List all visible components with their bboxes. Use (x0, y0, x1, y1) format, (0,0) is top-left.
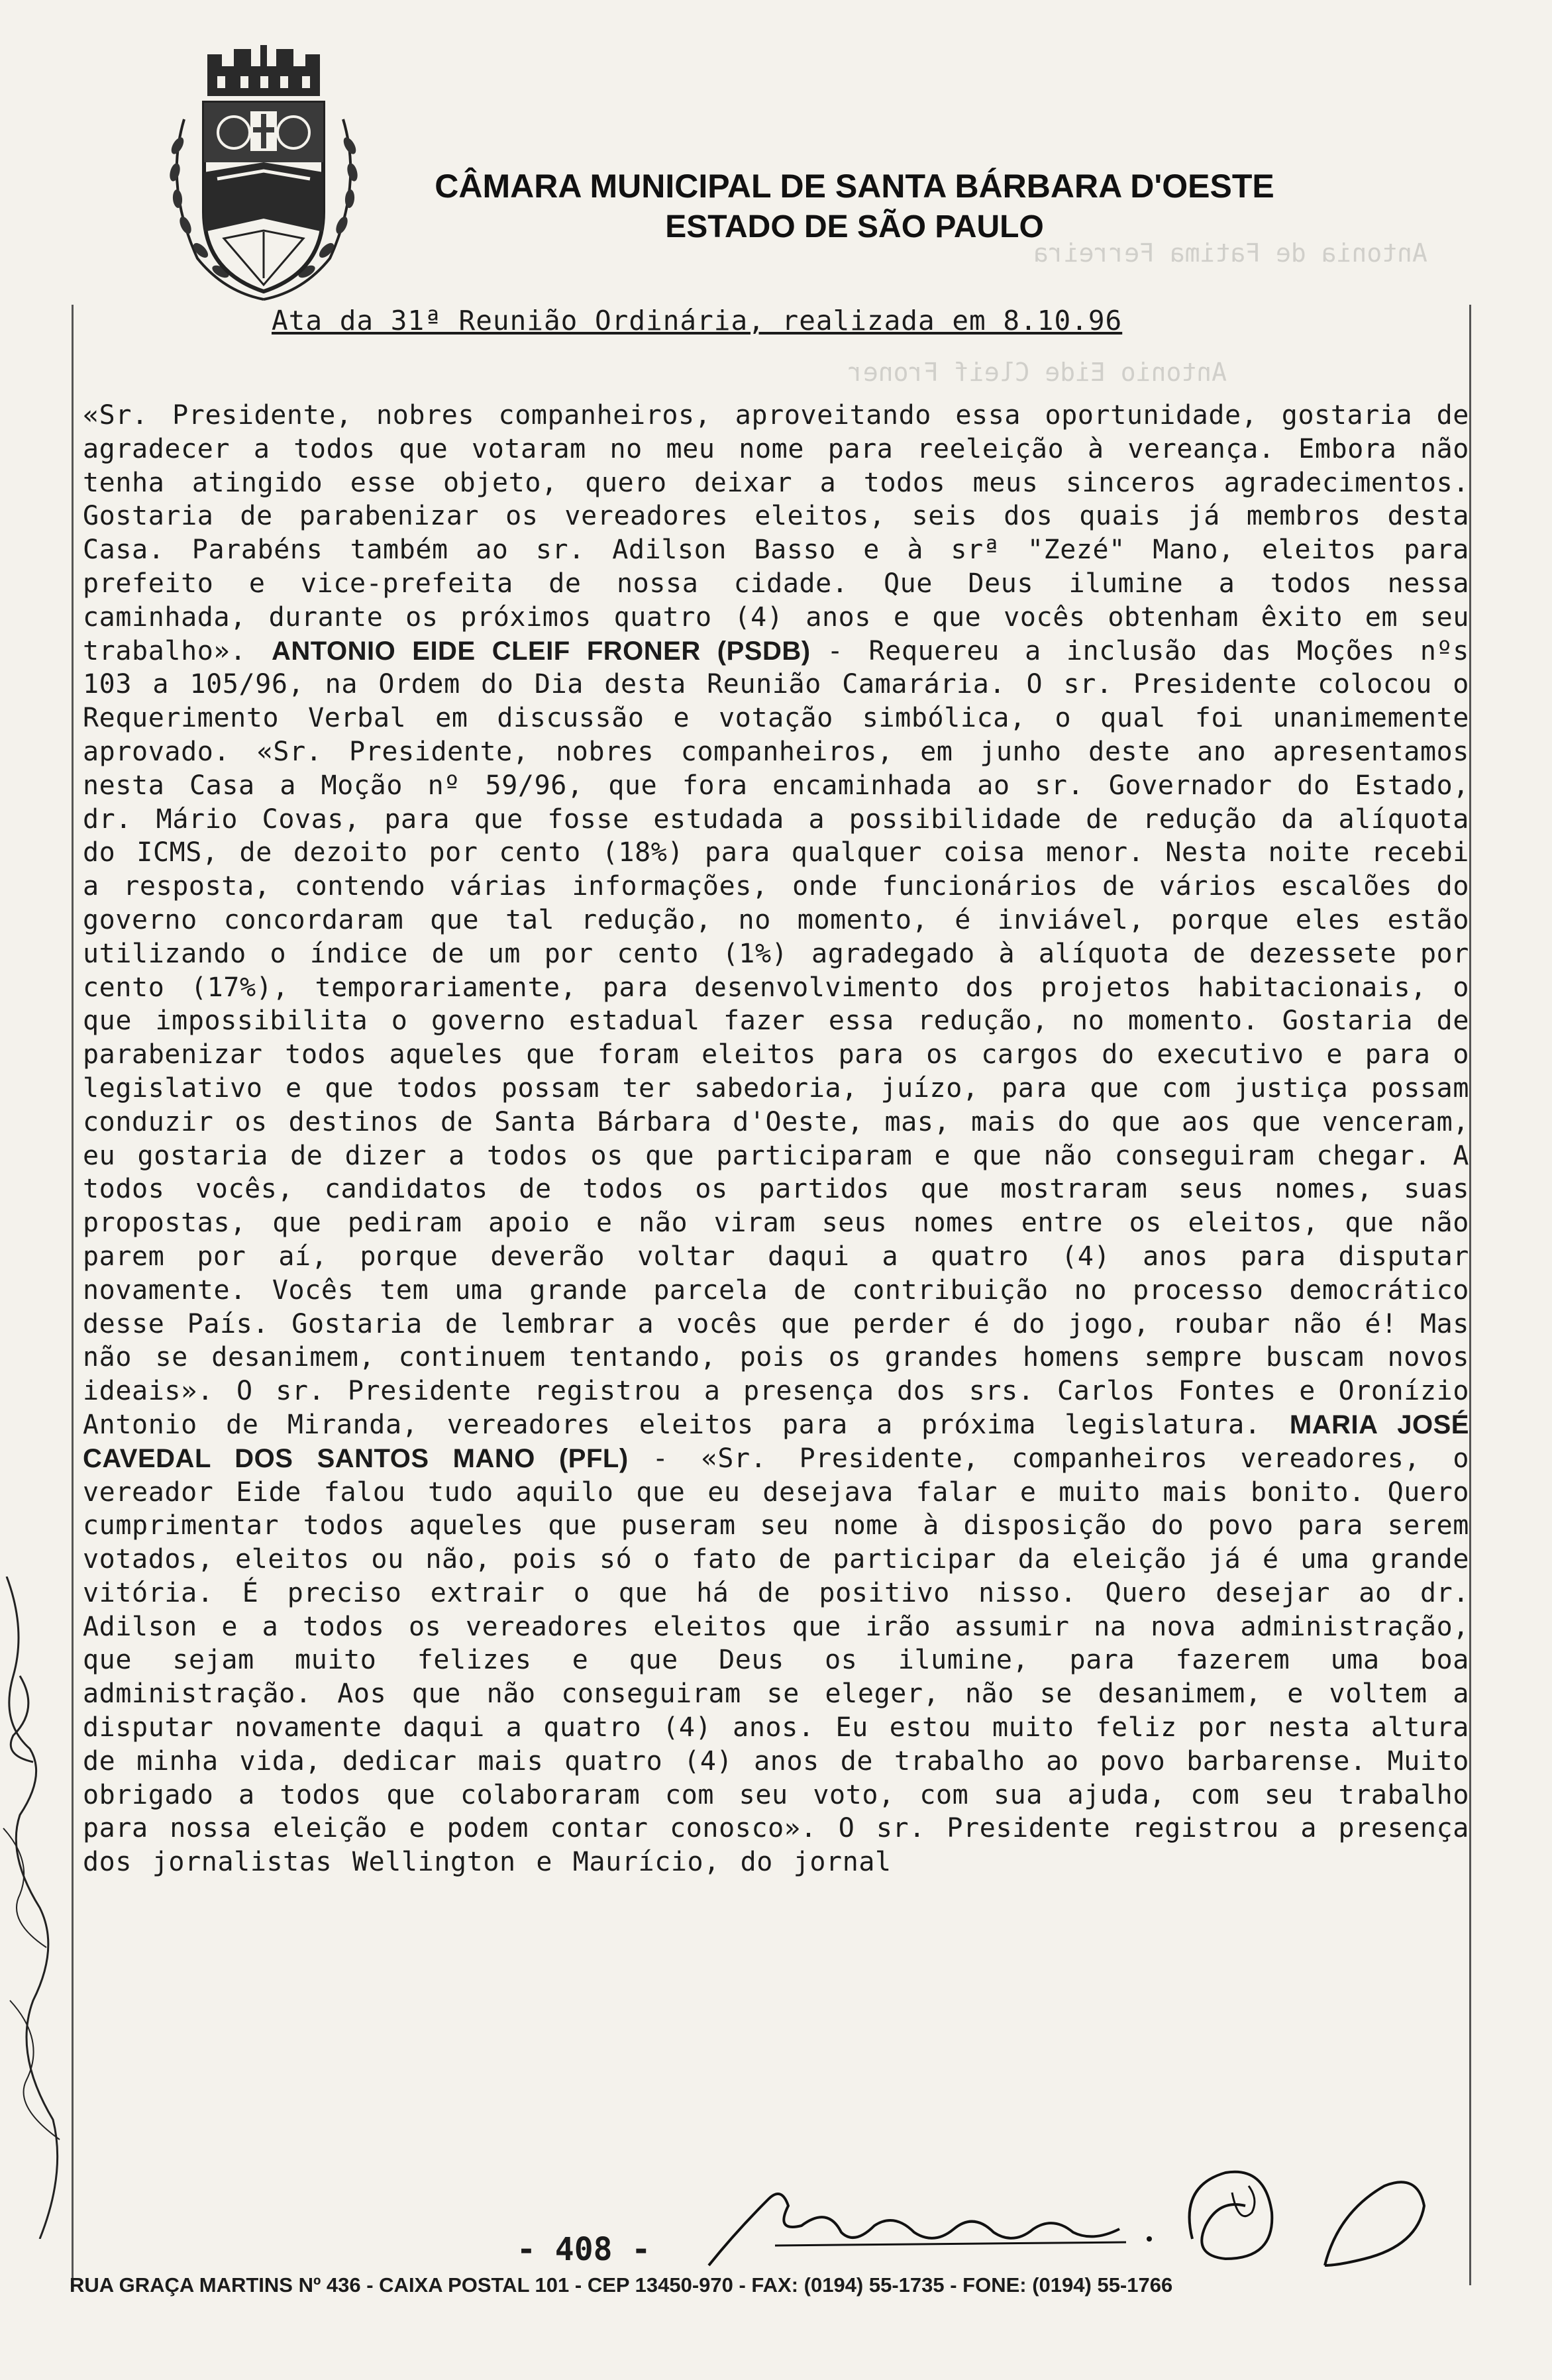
minutes-body (83, 399, 1469, 1879)
org-name: CÂMARA MUNICIPAL DE SANTA BÁRBARA D'OESTE (435, 168, 1274, 205)
speaker-name: MARIA JOSÉ CAVEDAL DOS SANTOS MANO (PFL) (83, 1410, 1469, 1473)
body-paragraph: - «Sr. Presidente, companheiros vereadores, o vereador Eide falou tudo aquilo que eu desejava falar e muito mais bonito. Quero cumprimentar todos aqueles que puseram seu nome à disposição do povo para serem votados, eleitos ou não, pois só o fato de participar da eleição já é uma grande vitória. É preciso extrair o que há de positivo nisso. Quero desejar ao dr. Adilson e a todos os vereadores eleitos que irão assumir na nova administração, que sejam muito felizes e que Deus os ilumine, para fazerem uma boa administração. Aos que não conseguiram se eleger, não se desanimem, e voltem a disputar novamente daqui a quatro (4) anos. Eu estou muito feliz por nesta altura de minha vida, dedicar mais quatro (4) anos de trabalho ao povo barbarense. Muito obrigado a todos que colaboraram com seu voto, com sua ajuda, com seu trabalho para nossa eleição e podem contar conosco». O sr. Presidente registrou a presença dos jornalistas Wellington e Maurício, do jornal (83, 1443, 1469, 1878)
signature-icon (1166, 2146, 1444, 2279)
footer-address: RUA GRAÇA MARTINS Nº 436 - CAIXA POSTAL 101 - CEP 13450-970 - FAX: (0194) 55-1735 - FONE: (0194) 55-1766 (70, 2273, 1173, 2297)
bleed-through-text: Antonia de Fatima Ferreira (1033, 238, 1427, 268)
minutes-title: Ata da 31ª Reunião Ordinária, realizada em 8.10.96 (272, 305, 1123, 336)
body-paragraph: «Sr. Presidente, nobres companheiros, aproveitando essa oportunidade, gostaria de agradecer a todos que votaram no meu nome para reeleição à vereança. Embora não tenha atingido esse objeto, quero deixar a todos meus sinceros agradecimentos. Gostaria de parabenizar os vereadores eleitos, seis dos quais já membros desta Casa. Parabéns também ao sr. Adilson Basso e à srª "Zezé" Mano, eleitos para prefeito e vice-prefeita de nossa cidade. Que Deus ilumine a todos nessa caminhada, durante os próximos quatro (4) anos e que vocês obtenham êxito em seu trabalho». (83, 400, 1469, 666)
speaker-name: ANTONIO EIDE CLEIF FRONER (PSDB) (271, 636, 827, 666)
org-state: ESTADO DE SÃO PAULO (665, 209, 1044, 244)
coat-of-arms-icon (151, 40, 376, 311)
letterhead (424, 166, 1285, 248)
body-paragraph: - Requereu a inclusão das Moções nºs 103 a 105/96, na Ordem do Dia desta Reunião Camarária. O sr. Presidente colocou o Requerimento Verbal em discussão e votação simbólica, o qual foi unanimemente aprovado. «Sr. Presidente, nobres companheiros, em junho deste ano apresentamos nesta Casa a Moção nº 59/96, que fora encaminhada ao sr. Governador do Estado, dr. Mário Covas, para que fosse estudada a possibilidade de redução da alíquota do ICMS, de dezoito por cento (18%) para qualquer coisa menor. Nesta noite recebi a resposta, contendo várias informações, onde funcionários de vários escalões do governo concordaram que tal redução, no momento, é inviável, porque eles estão utilizando o índice de um por cento (1%) agradegado à alíquota de dezessete por cento (17%), temporariamente, para desenvolvimento dos projetos habitacionais, o que impossibilita o governo estadual fazer essa redução, no momento. Gostaria de parabenizar todos aqueles que foram eleitos para os cargos do executivo e para o legislativo e que todos possam ter sabedoria, juízo, para que com justiça possam conduzir os destinos de Santa Bárbara d'Oeste, mas, mais do que aos que venceram, eu gostaria de dizer a todos os que participaram e que não conseguiram chegar. A todos vocês, candidatos de todos os partidos que mostraram seus nomes, suas propostas, que pediram apoio e não viram seus nomes entre os eleitos, que não parem por aí, porque deverão voltar daqui a quatro (4) anos para disputar novamente. Vocês tem uma grande parcela de contribuição no processo democrático desse País. Gostaria de lembrar a vocês que perder é do jogo, roubar não é! Mas não se desanimem, continuem tentando, pois os grandes homens sempre buscam novos ideais». O sr. Presidente registrou a presença dos srs. Carlos Fontes e Oronízio Antonio de Miranda, vereadores eleitos para a próxima legislatura. (83, 635, 1469, 1440)
margin-rule-right (1469, 305, 1471, 2285)
bleed-through-text: Antonio Eide Cleif Froner (848, 358, 1227, 387)
margin-signature-icon (0, 1577, 79, 2239)
signature-icon (696, 2166, 1172, 2272)
page-number: - 408 - (517, 2231, 651, 2268)
